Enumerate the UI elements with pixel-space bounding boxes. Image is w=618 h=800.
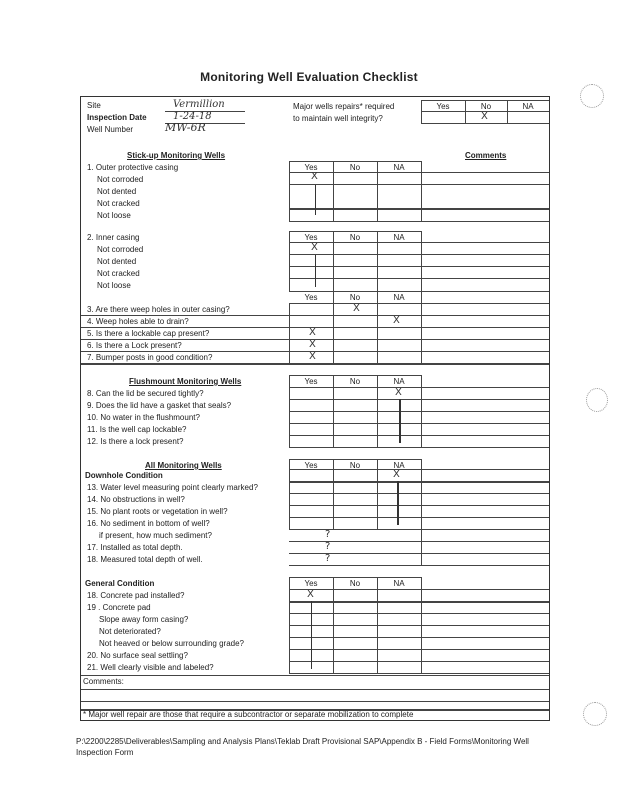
q5-yes-mark[interactable]: X (309, 327, 316, 338)
q2-inner-casing: 2. Inner casing (87, 233, 140, 242)
general-yes-continuation-line (311, 601, 312, 669)
flush-na-continuation-line (399, 399, 401, 443)
q9-lid-gasket: 9. Does the lid have a gasket that seals? (87, 401, 232, 410)
punch-hole-top (580, 84, 604, 108)
file-path-footer: P:\2200\2285\Deliverables\Sampling and Analysis Plans\Teklab Draft Provisional SAP\Appendix B - Field Forms\Monitoring Well Inspection Form (76, 737, 529, 757)
q1-outer-casing: 1. Outer protective casing (87, 163, 179, 172)
q12-lock-present: 12. Is there a lock present? (87, 437, 184, 446)
footnote: * Major well repair are those that require a subcontractor or separate mobilization to complete (83, 710, 414, 719)
checklist-form (80, 96, 550, 721)
q13-measuring-point: 13. Water level measuring point clearly marked? (87, 483, 258, 492)
q1-yes-mark[interactable]: X (311, 171, 318, 182)
general-yes-header: Yes (304, 579, 318, 588)
q3-no-header: No (349, 293, 361, 302)
q2-item-not-corroded: Not corroded (97, 245, 144, 254)
stickup-heading: Stick-up Monitoring Wells (127, 151, 226, 160)
all-yes-header: Yes (304, 461, 318, 470)
q16-no-sediment: 16. No sediment in bottom of well? (87, 519, 210, 528)
q2-yes-header: Yes (304, 233, 318, 242)
q1-yes-continuation-line (315, 185, 316, 215)
q13-na-mark[interactable]: X (393, 469, 400, 480)
q10-no-water: 10. No water in the flushmount? (87, 413, 200, 422)
q1-no-header: No (349, 163, 361, 172)
all-na-continuation-line (397, 481, 399, 525)
comments-column-label: Comments (465, 151, 507, 160)
all-na-header: NA (393, 461, 405, 470)
g21-well-visible: 21. Well clearly visible and labeled? (87, 663, 214, 672)
downhole-condition-label: Downhole Condition (85, 471, 163, 480)
q14-no-obstructions: 14. No obstructions in well? (87, 495, 185, 504)
q3-no-mark[interactable]: X (353, 303, 360, 314)
q2-na-header: NA (393, 233, 405, 242)
q17-depth-unknown[interactable]: ? (325, 541, 331, 552)
q7-bumper-posts: 7. Bumper posts in good condition? (87, 353, 213, 362)
q4-na-mark[interactable]: X (393, 315, 400, 326)
comments-row-label: Comments: (83, 677, 124, 686)
general-na-header: NA (393, 579, 405, 588)
major-repairs-question-line1: Major wells repairs* required (293, 102, 395, 111)
punch-hole-middle (586, 388, 608, 412)
q2-yes-continuation-line (315, 255, 316, 287)
major-yes-header: Yes (436, 102, 450, 111)
q16-sediment-unknown[interactable]: ? (325, 529, 331, 540)
flush-yes-header: Yes (304, 377, 318, 386)
flush-no-header: No (349, 377, 361, 386)
flush-na-header: NA (393, 377, 405, 386)
general-no-header: No (349, 579, 361, 588)
g18-yes-mark[interactable]: X (307, 589, 314, 600)
q8-na-mark[interactable]: X (395, 387, 402, 398)
all-wells-heading: All Monitoring Wells (145, 461, 222, 470)
g19-not-deteriorated: Not deteriorated? (99, 627, 161, 636)
punch-hole-bottom (583, 702, 607, 726)
major-na-header: NA (522, 102, 534, 111)
q1-item-not-corroded: Not corroded (97, 175, 144, 184)
q18-depth-unknown[interactable]: ? (325, 553, 331, 564)
q6-lock-present: 6. Is there a Lock present? (87, 341, 182, 350)
q2-item-not-loose: Not loose (97, 281, 131, 290)
flushmount-heading: Flushmount Monitoring Wells (129, 377, 242, 386)
q3-na-header: NA (393, 293, 405, 302)
g18-concrete-pad: 18. Concrete pad installed? (87, 591, 185, 600)
q2-item-not-cracked: Not cracked (97, 269, 140, 278)
general-condition-label: General Condition (85, 579, 155, 588)
q4-weep-holes-drain: 4. Weep holes able to drain? (87, 317, 189, 326)
q7-yes-mark[interactable]: X (309, 351, 316, 362)
q6-yes-mark[interactable]: X (309, 339, 316, 350)
major-repairs-no-mark[interactable]: X (481, 111, 488, 122)
q1-item-not-dented: Not dented (97, 187, 137, 196)
q1-item-not-loose: Not loose (97, 211, 131, 220)
g19-not-heaved: Not heaved or below surrounding grade? (99, 639, 244, 648)
q8-lid-secured: 8. Can the lid be secured tightly? (87, 389, 204, 398)
q2-yes-mark[interactable]: X (311, 242, 318, 253)
g19-slope: Slope away form casing? (99, 615, 189, 624)
major-repairs-question-line2: to maintain well integrity? (293, 114, 383, 123)
q2-no-header: No (349, 233, 361, 242)
q16-sediment-amount: if present, how much sediment? (99, 531, 212, 540)
q18-measured-depth: 18. Measured total depth of well. (87, 555, 203, 564)
q3-weep-holes: 3. Are there weep holes in outer casing? (87, 305, 230, 314)
q11-cap-lockable: 11. Is the well cap lockable? (87, 425, 187, 434)
q15-no-roots: 15. No plant roots or vegetation in well? (87, 507, 228, 516)
all-no-header: No (349, 461, 361, 470)
q1-item-not-cracked: Not cracked (97, 199, 140, 208)
inspection-date-value[interactable]: 1-24-18 (173, 111, 212, 122)
g20-no-seal-settling: 20. No surface seal settling? (87, 651, 188, 660)
q5-lockable-cap: 5. Is there a lockable cap present? (87, 329, 210, 338)
well-number-value[interactable]: MW-6R (165, 121, 206, 134)
well-number-label: Well Number (87, 125, 134, 134)
inspection-date-label: Inspection Date (87, 113, 147, 122)
q17-installed-depth: 17. Installed as total depth. (87, 543, 183, 552)
q2-item-not-dented: Not dented (97, 257, 137, 266)
q1-na-header: NA (393, 163, 405, 172)
g19-concrete-pad: 19 . Concrete pad (87, 603, 151, 612)
site-value[interactable]: Vermillion (173, 99, 225, 110)
q1-yes-header: Yes (304, 163, 318, 172)
q3-yes-header: Yes (304, 293, 318, 302)
page-title: Monitoring Well Evaluation Checklist (200, 70, 418, 84)
major-no-header: No (480, 102, 492, 111)
site-label: Site (87, 101, 101, 110)
